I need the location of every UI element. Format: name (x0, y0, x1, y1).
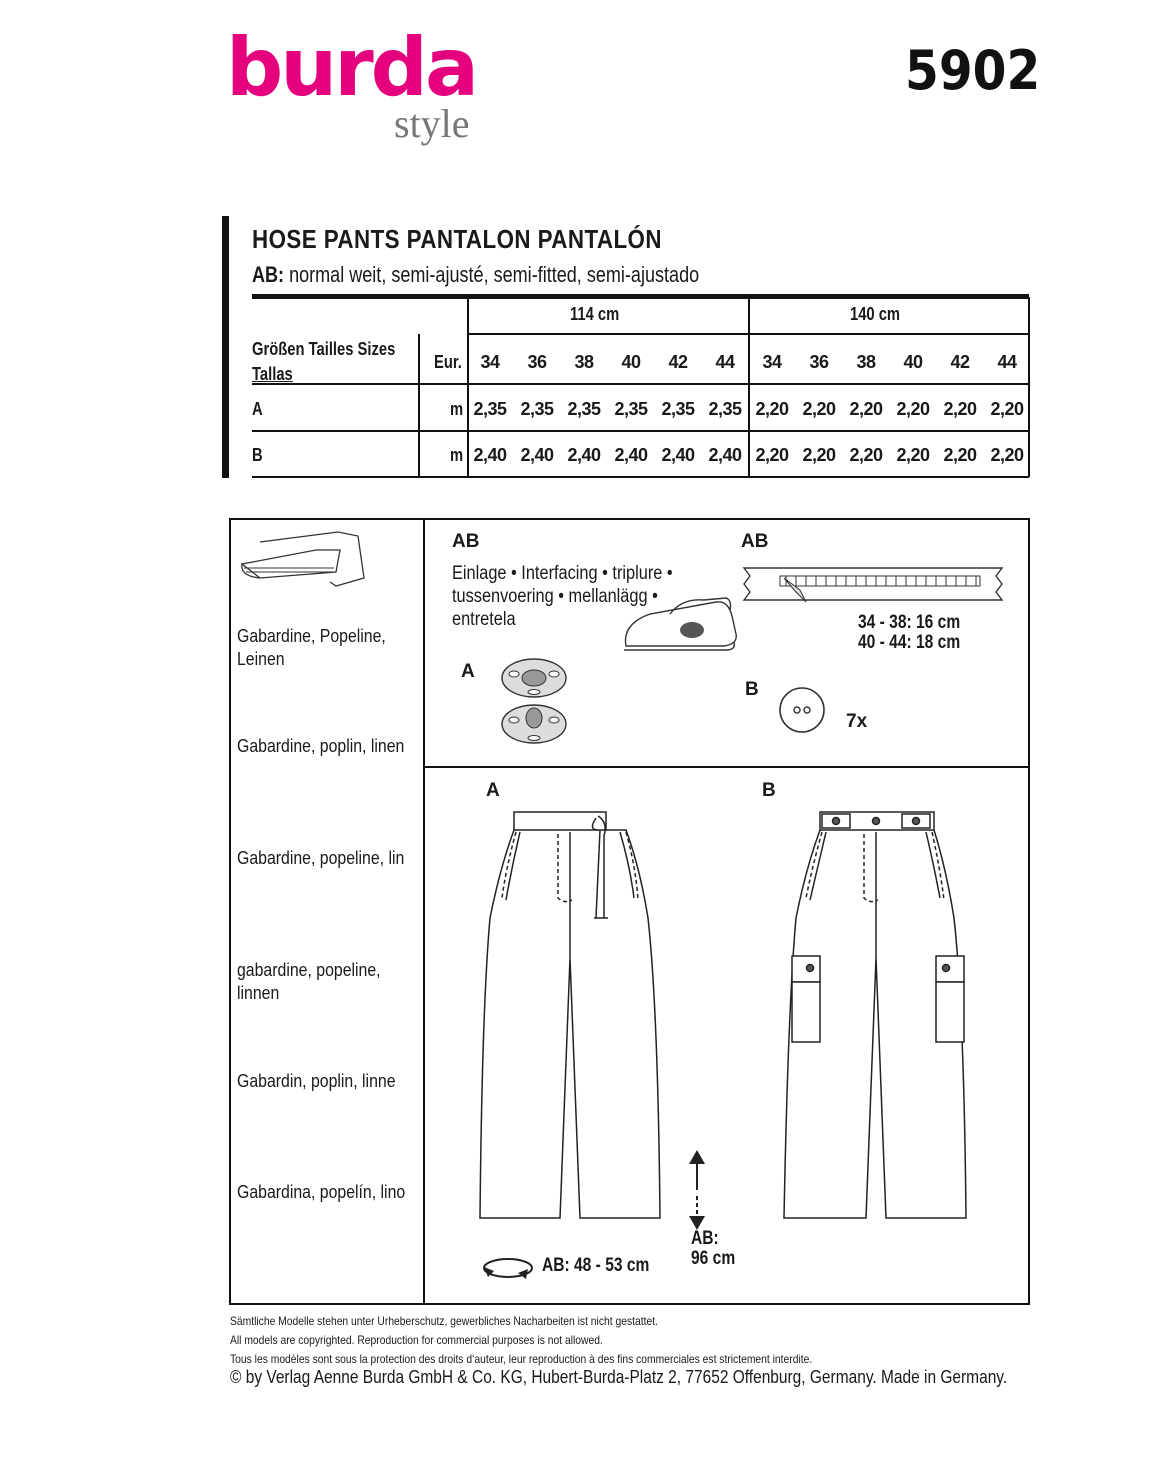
size-cell: 44 (997, 352, 1017, 372)
yardage-cell: 2,35 (708, 399, 742, 419)
yardage-cell: 2,20 (849, 399, 883, 419)
row-label-b: B (252, 445, 263, 465)
pattern-number: 5902 (905, 39, 1041, 102)
length-arrow-icon (684, 1146, 710, 1232)
fabric-roll-icon (240, 528, 370, 592)
copyright-note-fr: Tous les modèles sont sous la protection des droits d‘auteur, leur reproduction à des fins commerciales est strictement interdite. (230, 1352, 813, 1366)
snaps-view: A (461, 661, 475, 682)
iron-icon (620, 594, 740, 660)
fabric-nl (237, 959, 381, 1005)
unit-a: m (450, 399, 464, 419)
row-label-a: A (252, 399, 263, 419)
size-cell: 38 (574, 352, 594, 372)
yardage-cell: 2,40 (473, 445, 507, 465)
fabric-line: Leinen (237, 649, 285, 669)
width-header-114: 114 cm (570, 304, 620, 324)
yardage-cell: 2,40 (520, 445, 554, 465)
size-cell: 44 (715, 352, 735, 372)
length-value: 96 cm (691, 1248, 736, 1269)
table-rule (252, 430, 1029, 432)
hem-width-icon (480, 1253, 538, 1283)
interfacing-line: tussenvoering • mellanlägg • (452, 586, 658, 607)
size-cell: 38 (856, 352, 876, 372)
size-cell: 34 (762, 352, 782, 372)
panel-divider (423, 519, 425, 1304)
size-label: Größen Tailles Sizes (252, 339, 396, 359)
yardage-cell: 2,35 (473, 399, 507, 419)
zipper-icon (740, 564, 1010, 608)
length-label: AB: (691, 1228, 719, 1249)
size-cell: 36 (527, 352, 547, 372)
yardage-cell: 2,40 (567, 445, 601, 465)
yardage-cell: 2,20 (755, 445, 789, 465)
yardage-cell: 2,35 (567, 399, 601, 419)
fit-description (252, 262, 699, 288)
yardage-cell: 2,20 (990, 399, 1024, 419)
yardage-cell: 2,20 (896, 399, 930, 419)
table-rule (418, 334, 420, 477)
pants-view-b-drawing (770, 808, 976, 1228)
view-b-label: B (762, 780, 776, 801)
size-cell: 42 (668, 352, 688, 372)
buttons-count: 7x (846, 711, 868, 732)
fabric-sv (237, 1070, 396, 1093)
yardage-cell: 2,20 (943, 445, 977, 465)
zipper-length-2: 40 - 44: 18 cm (858, 632, 961, 653)
yardage-cell: 2,20 (990, 445, 1024, 465)
brand-logo: burda (226, 21, 476, 114)
fabric-fr (237, 847, 404, 870)
size-cell: 42 (950, 352, 970, 372)
yardage-cell: 2,35 (520, 399, 554, 419)
table-rule (252, 476, 1029, 478)
width-header-140: 140 cm (850, 304, 901, 324)
publisher-line: © by Verlag Aenne Burda GmbH & Co. KG, Hubert-Burda-Platz 2, 77652 Offenburg, Germany. Made in Germany. (230, 1367, 1008, 1387)
copyright-note-en: All models are copyrighted. Reproduction for commercial purposes is not allowed. (230, 1333, 603, 1347)
heading-bar (222, 216, 229, 478)
buttons-view: B (745, 679, 759, 700)
interfacing-view: AB (452, 531, 480, 552)
yardage-cell: 2,20 (943, 399, 977, 419)
fabric-line: linnen (237, 983, 280, 1003)
fabric-line: Gabardine, poplin, linen (237, 736, 405, 756)
brand-logo-sub: style (394, 101, 470, 146)
size-label-2: Tallas (252, 364, 293, 384)
fabric-es (237, 1181, 405, 1204)
zipper-length-1: 34 - 38: 16 cm (858, 612, 961, 633)
yardage-cell: 2,40 (661, 445, 695, 465)
yardage-cell: 2,20 (896, 445, 930, 465)
table-rule (252, 383, 1029, 385)
unit-b: m (450, 445, 464, 465)
yardage-cell: 2,35 (661, 399, 695, 419)
fabric-line: Gabardine, popeline, lin (237, 848, 405, 868)
yardage-cell: 2,35 (614, 399, 648, 419)
eur-label: Eur. (434, 352, 462, 372)
interfacing-line: entretela (452, 609, 516, 630)
fabric-line: gabardine, popeline, (237, 960, 381, 980)
fit-text: normal weit, semi-ajusté, semi-fitted, semi-ajustado (284, 262, 700, 287)
fabric-line: Gabardin, poplin, linne (237, 1071, 396, 1091)
snap-fastener-icon (496, 656, 576, 752)
table-top-rule (252, 294, 1029, 299)
size-cell: 40 (621, 352, 641, 372)
hem-width: AB: 48 - 53 cm (542, 1255, 650, 1276)
fabric-en (237, 735, 404, 758)
yardage-cell: 2,40 (614, 445, 648, 465)
yardage-cell: 2,20 (849, 445, 883, 465)
interfacing-line: Einlage • Interfacing • triplure • (452, 563, 673, 584)
zipper-view: AB (741, 531, 769, 552)
yardage-cell: 2,40 (708, 445, 742, 465)
fit-label: AB: (252, 262, 285, 287)
copyright-note-de: Sämtliche Modelle stehen unter Urheberschutz, gewerbliches Nacharbeiten ist nicht gestattet. (230, 1314, 658, 1328)
pants-view-a-drawing (476, 808, 666, 1228)
fabric-de (237, 625, 386, 671)
size-cell: 40 (903, 352, 923, 372)
size-cell: 36 (809, 352, 829, 372)
fabric-line: Gabardina, popelín, lino (237, 1182, 406, 1202)
button-icon (776, 684, 832, 740)
fabric-line: Gabardine, Popeline, (237, 626, 386, 646)
page-title: HOSE PANTS PANTALON PANTALÓN (252, 224, 662, 254)
view-a-label: A (486, 780, 500, 801)
yardage-cell: 2,20 (802, 399, 836, 419)
size-cell: 34 (480, 352, 500, 372)
panel-divider (424, 766, 1029, 768)
yardage-cell: 2,20 (755, 399, 789, 419)
yardage-cell: 2,20 (802, 445, 836, 465)
